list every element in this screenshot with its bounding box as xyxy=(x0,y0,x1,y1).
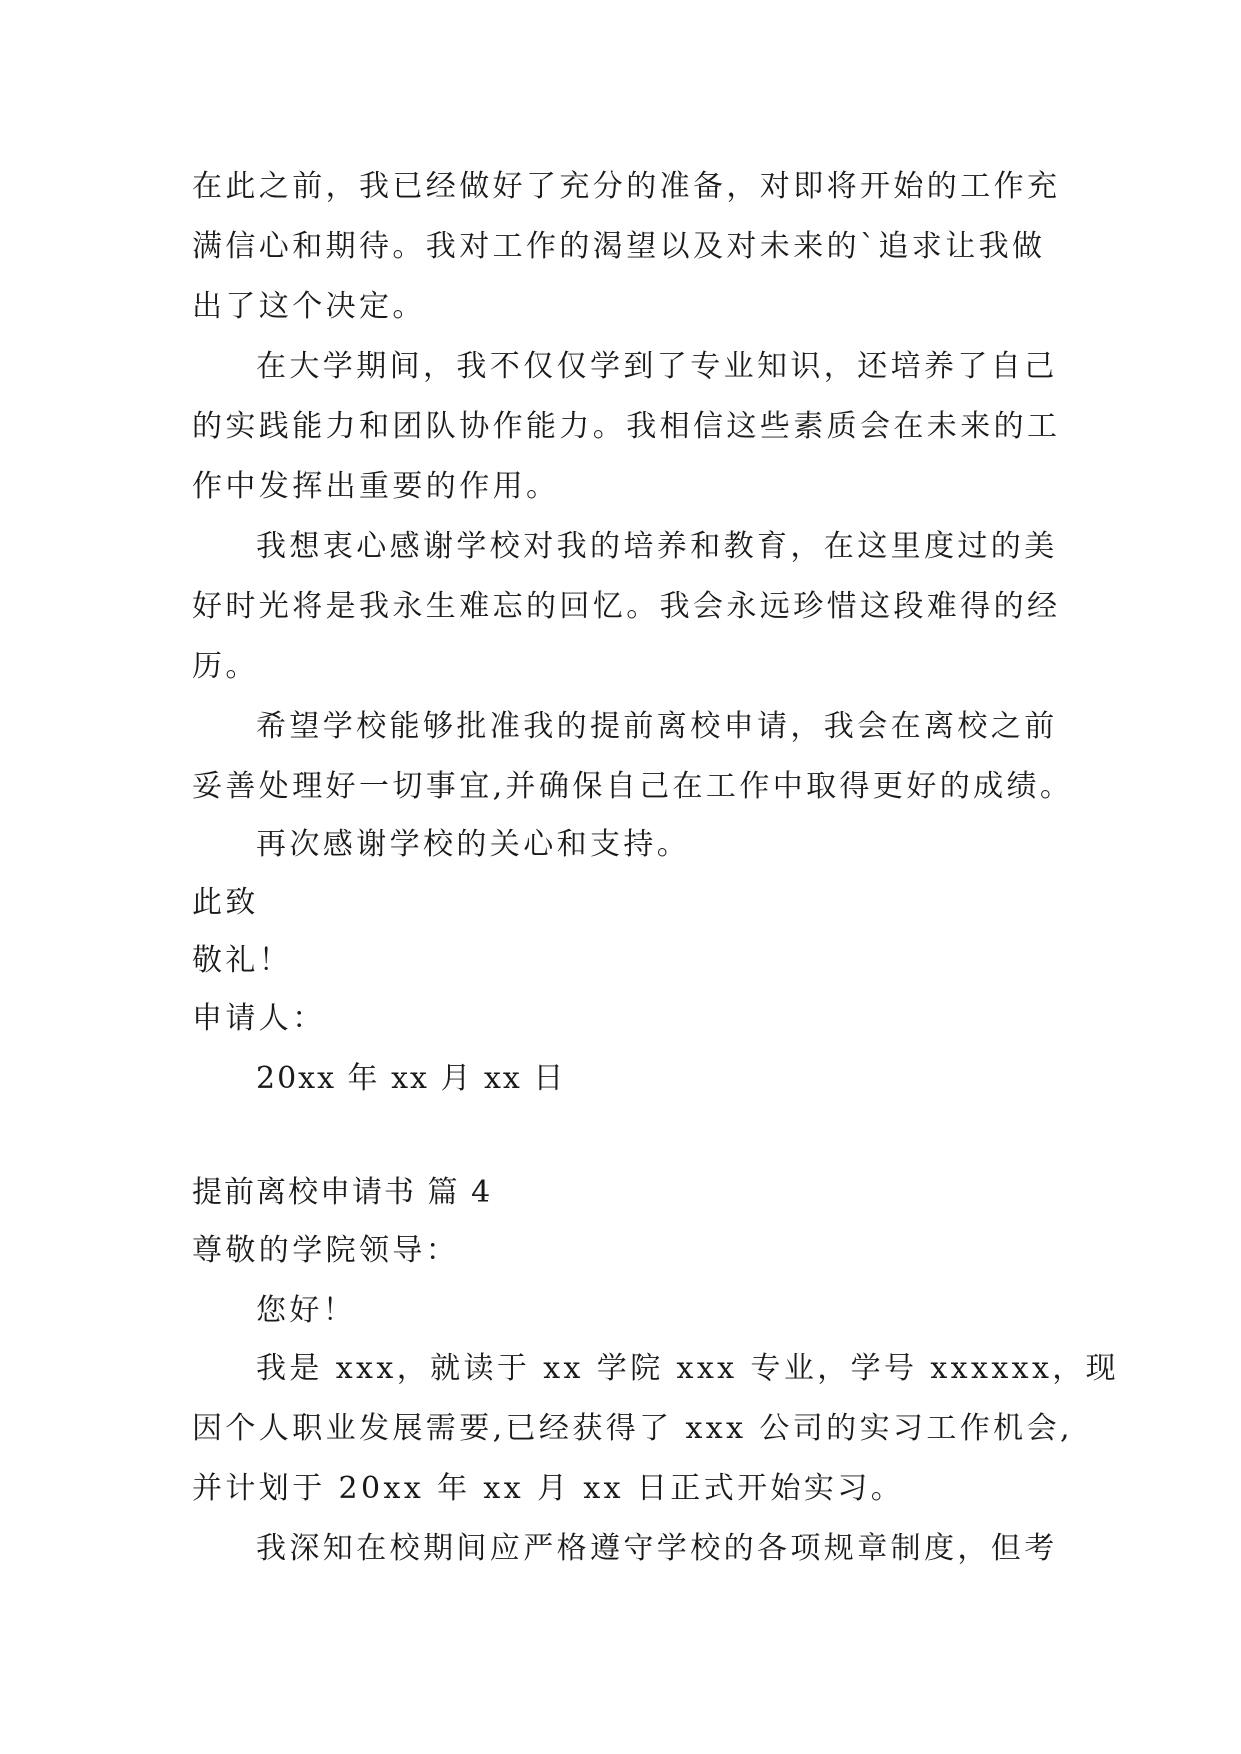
date-line: 20xx 年 xx 月 xx 日 xyxy=(256,1061,566,1096)
paragraph-line: 出了这个决定。 xyxy=(192,289,426,324)
closing-line: 敬礼！ xyxy=(192,943,293,978)
paragraph-line: 的实践能力和团队协作能力。我相信这些素质会在未来的工 xyxy=(192,409,1061,444)
salutation: 尊敬的学院领导： xyxy=(192,1233,460,1268)
paragraph-line: 历。 xyxy=(192,649,259,684)
paragraph-line: 我深知在校期间应严格遵守学校的各项规章制度，但考 xyxy=(256,1531,1058,1566)
paragraph-line: 在此之前，我已经做好了充分的准备，对即将开始的工作充 xyxy=(192,169,1061,204)
paragraph-line: 作中发挥出重要的作用。 xyxy=(192,469,560,504)
paragraph-line: 好时光将是我永生难忘的回忆。我会永远珍惜这段难得的经 xyxy=(192,589,1061,624)
greeting: 您好！ xyxy=(256,1293,357,1328)
applicant-label: 申请人： xyxy=(192,1001,326,1036)
paragraph-line: 再次感谢学校的关心和支持。 xyxy=(256,827,691,862)
paragraph-line: 希望学校能够批准我的提前离校申请，我会在离校之前 xyxy=(256,709,1058,744)
paragraph-line: 满信心和期待。我对工作的渴望以及对未来的`追求让我做 xyxy=(192,229,1046,264)
section-heading: 提前离校申请书 篇 4 xyxy=(192,1175,493,1210)
paragraph-line: 我想衷心感谢学校对我的培养和教育，在这里度过的美 xyxy=(256,529,1058,564)
closing-line: 此致 xyxy=(192,885,259,920)
paragraph-line: 在大学期间，我不仅仅学到了专业知识，还培养了自己 xyxy=(256,349,1058,384)
paragraph-line: 因个人职业发展需要,已经获得了 xxx 公司的实习工作机会, xyxy=(192,1411,1073,1446)
paragraph-line: 并计划于 20xx 年 xx 月 xx 日正式开始实习。 xyxy=(192,1471,905,1506)
paragraph-line: 我是 xxx，就读于 xx 学院 xxx 专业，学号 xxxxxx，现 xyxy=(256,1351,1120,1386)
paragraph-line: 妥善处理好一切事宜,并确保自己在工作中取得更好的成绩。 xyxy=(192,769,1074,804)
